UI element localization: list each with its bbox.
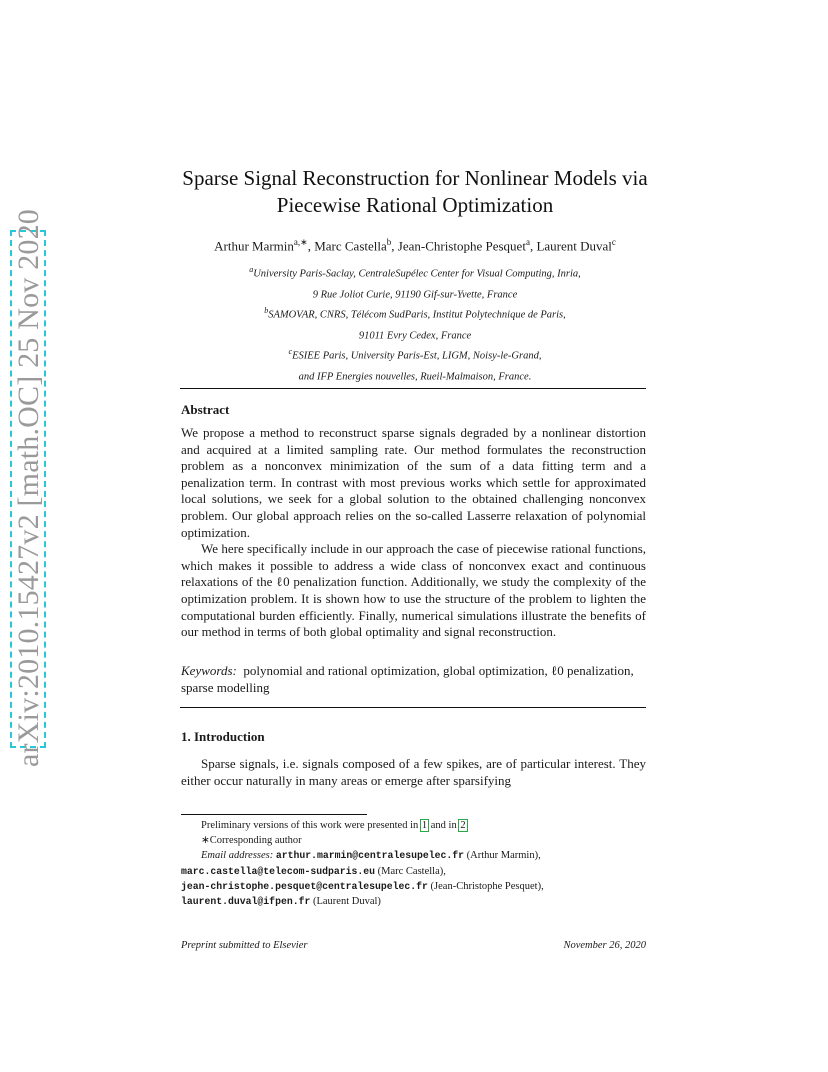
abstract-top-rule	[180, 388, 646, 389]
affiliation-text: and IFP Energies nouvelles, Rueil-Malmaison, France.	[298, 371, 532, 382]
footer-date: November 26, 2020	[563, 940, 646, 951]
abstract-bottom-rule	[180, 707, 646, 708]
footnote-email-line	[181, 848, 646, 863]
author-separator: ,	[307, 238, 315, 254]
affiliation-line	[150, 365, 680, 386]
affiliation-text: University Paris-Saclay, CentraleSupélec Center for Visual Computing, Inria,	[253, 268, 581, 280]
footnote-text: and in	[428, 820, 460, 831]
affiliation-text: SAMOVAR, CNRS, Télécom SudParis, Institut Polytechnique de Paris,	[268, 309, 566, 321]
email-link[interactable]: jean-christophe.pesquet@centralesupelec.fr	[181, 880, 428, 892]
author-name: Laurent Duval	[536, 238, 612, 254]
affiliation-text: ESIEE Paris, University Paris-Est, LIGM, Noisy-le-Grand,	[292, 350, 542, 362]
affiliation-mark: b	[264, 306, 269, 315]
footer-preprint-note: Preprint submitted to Elsevier	[181, 940, 308, 951]
author-name: Jean-Christophe Pesquet	[397, 238, 526, 254]
author-affiliation-mark: c	[611, 237, 616, 247]
arxiv-identifier[interactable]: arXiv:2010.15427v2 [math.OC] 25 Nov 2020	[12, 209, 45, 767]
abstract-heading: Abstract	[181, 402, 230, 417]
email-owner: (Arthur Marmin),	[464, 850, 541, 862]
affiliation-line	[150, 303, 680, 324]
email-owner: (Marc Castella),	[375, 865, 446, 877]
footnote-text: Preliminary versions of this work were presented in	[201, 820, 421, 831]
footnote-email-line	[181, 894, 646, 909]
introduction-paragraph: Sparse signals, i.e. signals composed of a few spikes, are of particular interest. They either occur naturally in many areas or emerge after sparsifying	[181, 756, 646, 788]
keywords-label: Keywords:	[181, 663, 237, 678]
citation-link[interactable]: 2	[460, 820, 466, 831]
section-heading-introduction: 1. Introduction	[181, 729, 265, 744]
author-name: Arthur Marmin	[214, 238, 294, 254]
keywords	[181, 663, 646, 696]
abstract-body	[181, 425, 646, 641]
author-separator: ,	[391, 238, 398, 254]
author-list	[150, 234, 680, 254]
email-owner: (Jean-Christophe Pesquet),	[427, 880, 544, 892]
abstract-paragraph-1: We propose a method to reconstruct sparse signals degraded by a nonlinear distortion and acquired at a limited sampling rate. Our method formulates the reconstruction problem as a nonconvex minimization of the sum of a data fitting term and a penalization term. In contrast with most previous works which settle for approximated local solutions, we seek for a global solution to the obtained challenging nonconvex problem. Our global approach relies on the so-called Lasserre relaxation of polynomial optimization.	[181, 425, 646, 540]
footnote-rule	[181, 814, 367, 815]
footnote-corresponding-author: ∗Corresponding author	[201, 835, 302, 847]
citation-link[interactable]: 1	[421, 820, 428, 831]
affiliation-text: 91011 Evry Cedex, France	[358, 330, 472, 341]
footnote-email-line	[181, 864, 646, 879]
keywords-text: polynomial and rational optimization, global optimization, ℓ0 penalization, sparse modelling	[181, 663, 634, 695]
affiliation-text: 9 Rue Joliot Curie, 91190 Gif-sur-Yvette, France	[312, 289, 518, 300]
affiliation-line	[150, 324, 680, 345]
affiliation-line	[150, 262, 680, 283]
footnote-email-line	[181, 879, 646, 894]
affiliation-list	[150, 262, 680, 385]
author-affiliation-mark: a,∗	[293, 237, 308, 247]
email-link[interactable]: marc.castella@telecom-sudparis.eu	[181, 865, 376, 877]
footnote-preliminary	[181, 818, 646, 833]
email-label: Email addresses:	[201, 850, 274, 862]
affiliation-line	[150, 283, 680, 304]
author-separator: ,	[529, 238, 537, 254]
author-affiliation-mark: b	[386, 237, 392, 247]
arxiv-sidebar-stamp[interactable]	[10, 209, 48, 767]
abstract-paragraph-2: We here specifically include in our approach the case of piecewise rational functions, which makes it possible to address a wide class of nonconvex exact and continuous relaxations of the ℓ0 penalization function. Additionally, we study the complexity of the optimization problem. It is shown how to use the structure of the problem to lighten the computational burden efficiently. Finally, numerical simulations illustrate the benefits of our method in terms of both global optimality and signal reconstruction.	[181, 541, 646, 640]
title-line-1: Sparse Signal Reconstruction for Nonlinear Models via	[182, 166, 648, 190]
email-link[interactable]: laurent.duval@ifpen.fr	[181, 896, 311, 908]
affiliation-mark: a	[249, 265, 254, 274]
affiliation-line	[150, 344, 680, 365]
footnotes	[181, 818, 646, 909]
affiliation-mark: c	[288, 347, 293, 356]
email-owner: (Laurent Duval)	[310, 896, 381, 908]
paper-title	[150, 165, 680, 219]
title-line-2: Piecewise Rational Optimization	[276, 193, 554, 217]
email-link[interactable]: arthur.marmin@centralesupelec.fr	[275, 850, 464, 862]
author-affiliation-mark: a	[525, 237, 530, 247]
author-name: Marc Castella	[314, 238, 387, 254]
